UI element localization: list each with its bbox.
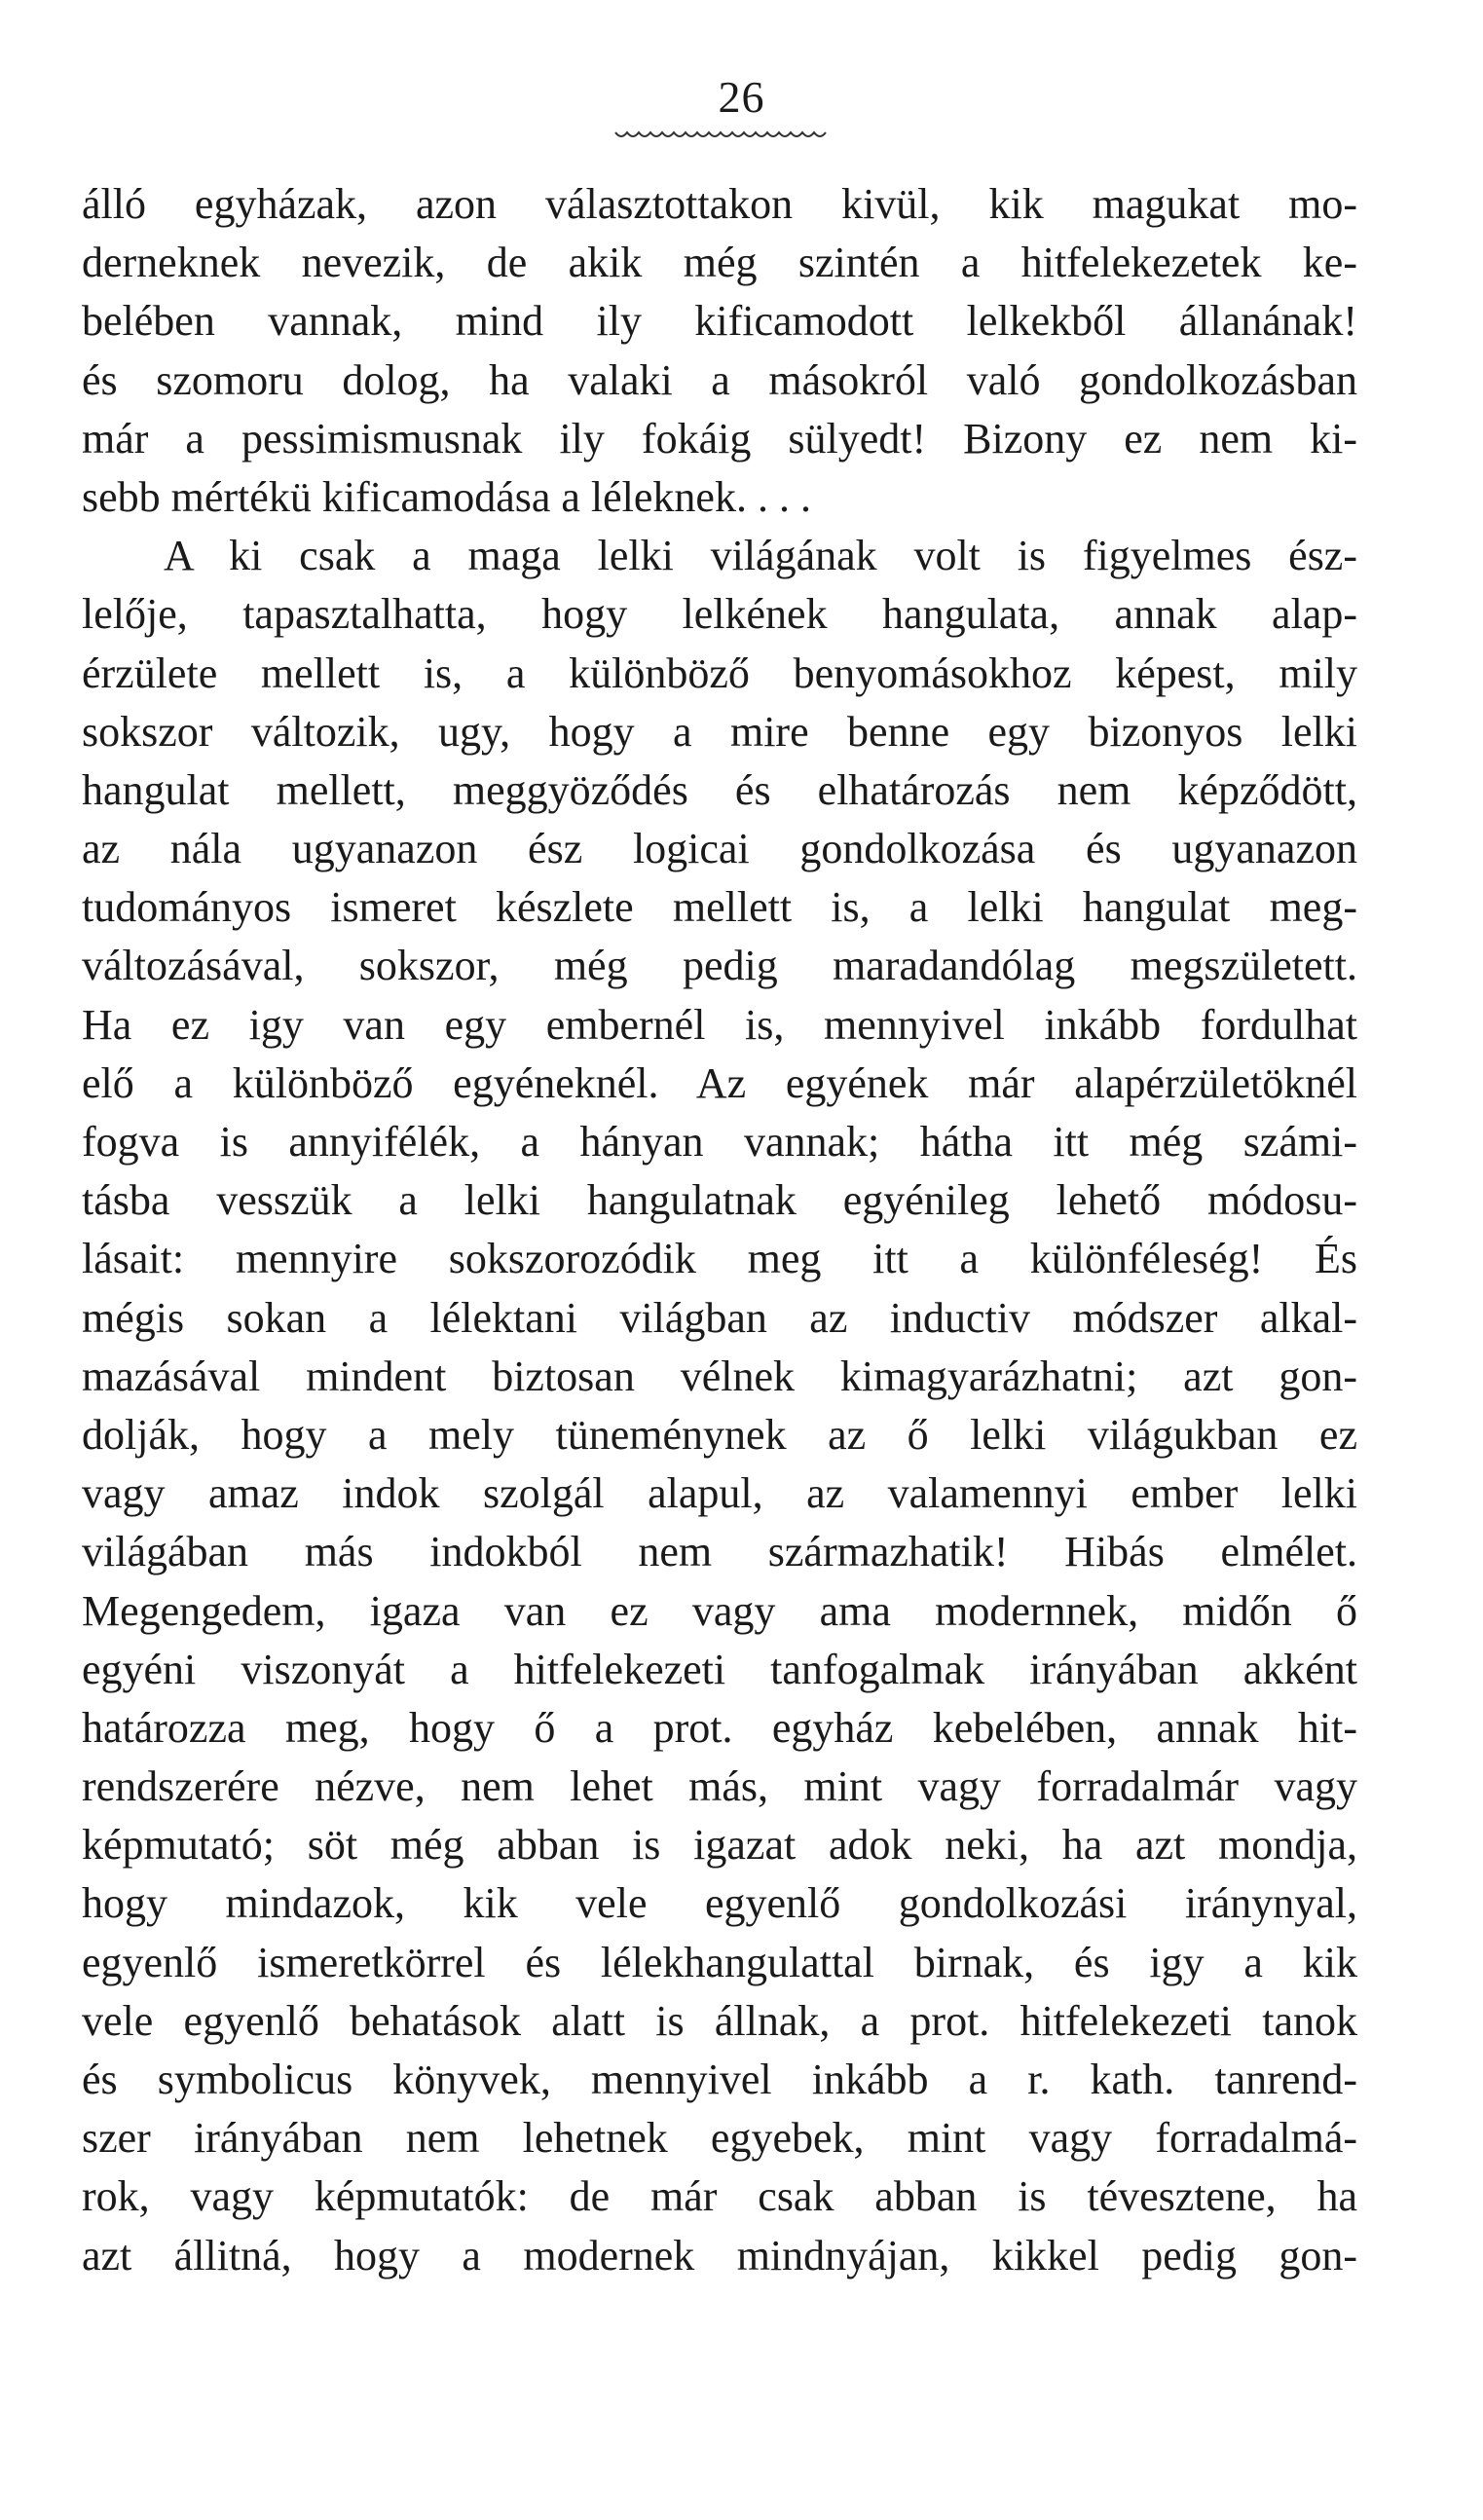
text-line: mazásával mindent biztosan vélnek kimagyarázhatni; azt gon- [82,1352,1357,1400]
text-line: határozza meg, hogy ő a prot. egyház kebelében, annak hit- [82,1703,1357,1752]
text-line: tásba vesszük a lelki hangulatnak egyénileg lehető módosu- [82,1176,1357,1225]
text-line: Megengedem, igaza van ez vagy ama modernnek, midőn ő [82,1586,1357,1635]
text-line: lelője, tapasztalhatta, hogy lelkének hangulata, annak alap- [82,590,1357,639]
text-line: vele egyenlő behatások alatt is állnak, a prot. hitfelekezeti tanok [82,1996,1357,2045]
wavy-ornament [613,125,828,144]
body-text [82,175,1357,2285]
text-line: és szomoru dolog, ha valaki a másokról való gondolkozásban [82,355,1357,404]
text-line: világában más indokból nem származhatik! Hibás elmélet. [82,1528,1357,1576]
text-line: fogva is annyifélék, a hányan vannak; hátha itt még számi- [82,1118,1357,1166]
text-line: sebb mértékü kificamodása a léleknek. . . . [82,472,811,521]
text-line: azt állitná, hogy a modernek mindnyájan, kikkel pedig gon- [82,2231,1357,2279]
text-line: változásával, sokszor, még pedig maradandólag megszületett. [82,942,1357,990]
text-line: A ki csak a maga lelki világának volt is figyelmes ész- [164,532,1357,580]
text-line: álló egyházak, azon választottakon kivül, kik magukat mo- [82,180,1357,228]
text-line: belében vannak, mind ily kificamodott lelkekből állanának! [82,297,1357,346]
text-line: sokszor változik, ugy, hogy a mire benne egy bizonyos lelki [82,707,1357,756]
text-line: és symbolicus könyvek, mennyivel inkább a r. kath. tanrend- [82,2056,1357,2103]
text-line: tudományos ismeret készlete mellett is, a lelki hangulat meg- [82,883,1357,932]
page-header [0,68,1483,127]
text-line: érzülete mellett is, a különböző benyomásokhoz képest, mily [82,649,1357,697]
text-line: rok, vagy képmutatók: de már csak abban is tévesztene, ha [82,2172,1357,2221]
text-line: hangulat mellett, meggyöződés és elhatározás nem képződött, [82,765,1357,814]
text-line: Ha ez igy van egy embernél is, mennyivel inkább fordulhat [82,1000,1357,1049]
text-line: vagy amaz indok szolgál alapul, az valamennyi ember lelki [82,1469,1357,1518]
page-number: 26 [718,72,765,122]
text-line: az nála ugyanazon ész logicai gondolkozása és ugyanazon [82,825,1357,873]
text-line: dolják, hogy a mely tüneménynek az ő lelki világukban ez [82,1410,1357,1459]
text-line: hogy mindazok, kik vele egyenlő gondolkozási iránynyal, [82,1879,1357,1928]
text-line: lásait: mennyire sokszorozódik meg itt a különféleség! És [82,1235,1357,1283]
text-line: képmutató; söt még abban is igazat adok neki, ha azt mondja, [82,1821,1357,1870]
text-line: már a pessimismusnak ily fokáig sülyedt! Bizony ez nem ki- [82,414,1357,463]
text-line: mégis sokan a lélektani világban az inductiv módszer alkal- [82,1293,1357,1342]
text-line: rendszerére nézve, nem lehet más, mint vagy forradalmár vagy [82,1762,1357,1811]
text-line: szer irányában nem lehetnek egyebek, mint vagy forradalmá- [82,2114,1357,2163]
text-line: egyéni viszonyát a hitfelekezeti tanfogalmak irányában akként [82,1645,1357,1693]
text-line: egyenlő ismeretkörrel és lélekhangulattal birnak, és igy a kik [82,1938,1357,1986]
text-line: elő a különböző egyéneknél. Az egyének már alapérzületöknél [82,1058,1357,1107]
text-line: derneknek nevezik, de akik még szintén a hitfelekezetek ke- [82,239,1357,287]
